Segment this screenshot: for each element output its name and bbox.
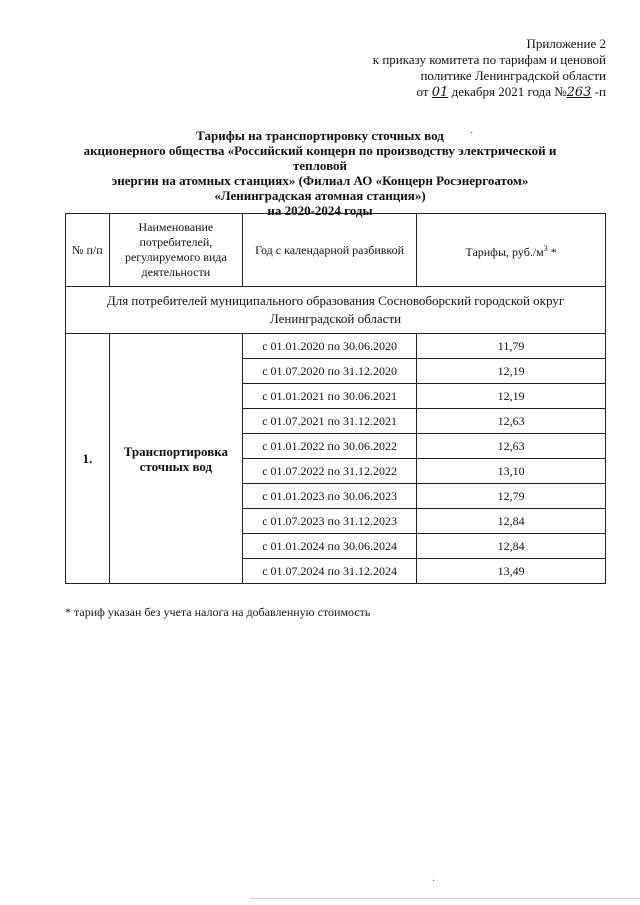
row-number: 1. <box>66 334 110 584</box>
header-tariff-sup: 3 <box>543 243 548 253</box>
appendix-block <box>373 36 606 101</box>
handwritten-number: 263 <box>566 85 592 100</box>
period-cell: с 01.07.2024 по 31.12.2024 <box>243 559 417 584</box>
title-line-2: акционерного общества «Российский концерн по производству электрической и тепловой <box>83 143 557 173</box>
table-row <box>66 334 606 359</box>
tariff-table-wrapper <box>65 213 606 584</box>
table-header-row <box>66 214 606 287</box>
header-period: Год с календарной разбивкой <box>243 214 417 287</box>
period-cell: с 01.01.2024 по 30.06.2024 <box>243 534 417 559</box>
footnote: * тариф указан без учета налога на добавленную стоимость <box>65 605 371 619</box>
period-cell: с 01.01.2021 по 30.06.2021 <box>243 384 417 409</box>
appendix-line-2: к приказу комитета по тарифам и ценовой <box>372 52 606 67</box>
tariff-table <box>65 213 606 584</box>
document-title <box>60 128 580 218</box>
period-cell: с 01.01.2022 по 30.06.2022 <box>243 434 417 459</box>
period-cell: с 01.01.2023 по 30.06.2023 <box>243 484 417 509</box>
tariff-cell: 12,84 <box>417 534 606 559</box>
title-line-5: на 2020-2024 годы <box>267 203 373 218</box>
header-tariff <box>417 214 606 287</box>
period-cell: с 01.07.2020 по 31.12.2020 <box>243 359 417 384</box>
title-line-3: энергии на атомных станциях» (Филиал АО «Концерн Росэнергоатом» <box>111 173 529 188</box>
tariff-cell: 13,10 <box>417 459 606 484</box>
tariff-cell: 12,63 <box>417 409 606 434</box>
date-suffix: -п <box>594 84 606 99</box>
handwritten-day: 01 <box>431 85 449 100</box>
period-cell: с 01.07.2023 по 31.12.2023 <box>243 509 417 534</box>
header-tariff-text: Тарифы, руб./м <box>465 244 544 259</box>
tariff-cell: 12,63 <box>417 434 606 459</box>
header-tariff-star: * <box>547 244 557 259</box>
appendix-line-3: политике Ленинградской области <box>420 68 606 83</box>
scan-speck: · <box>470 128 474 139</box>
tariff-cell: 13,49 <box>417 559 606 584</box>
service-name: Транспортировка сточных вод <box>109 334 242 584</box>
period-cell: с 01.07.2022 по 31.12.2022 <box>243 459 417 484</box>
title-line-1: Тарифы на транспортировку сточных вод <box>196 128 444 143</box>
period-cell: с 01.01.2020 по 30.06.2020 <box>243 334 417 359</box>
period-cell: с 01.07.2021 по 31.12.2021 <box>243 409 417 434</box>
scan-edge-line <box>250 898 640 899</box>
group-row-cell: Для потребителей муниципального образования Сосновоборский городской округ Ленинградской области <box>66 287 606 334</box>
tariff-cell: 12,19 <box>417 359 606 384</box>
date-middle: декабря 2021 года № <box>451 84 567 99</box>
date-prefix: от <box>416 84 429 99</box>
tariff-cell: 12,19 <box>417 384 606 409</box>
group-row <box>66 287 606 334</box>
title-line-4: «Ленинградская атомная станция») <box>214 188 426 203</box>
tariff-cell: 12,79 <box>417 484 606 509</box>
appendix-line-1: Приложение 2 <box>526 36 606 51</box>
tariff-cell: 12,84 <box>417 509 606 534</box>
tariff-cell: 11,79 <box>417 334 606 359</box>
header-num: № п/п <box>66 214 110 287</box>
scan-speck: · <box>432 876 436 887</box>
appendix-date-line <box>373 84 606 101</box>
header-consumer: Наименование потребителей, регулируемого вида деятельности <box>109 214 242 287</box>
